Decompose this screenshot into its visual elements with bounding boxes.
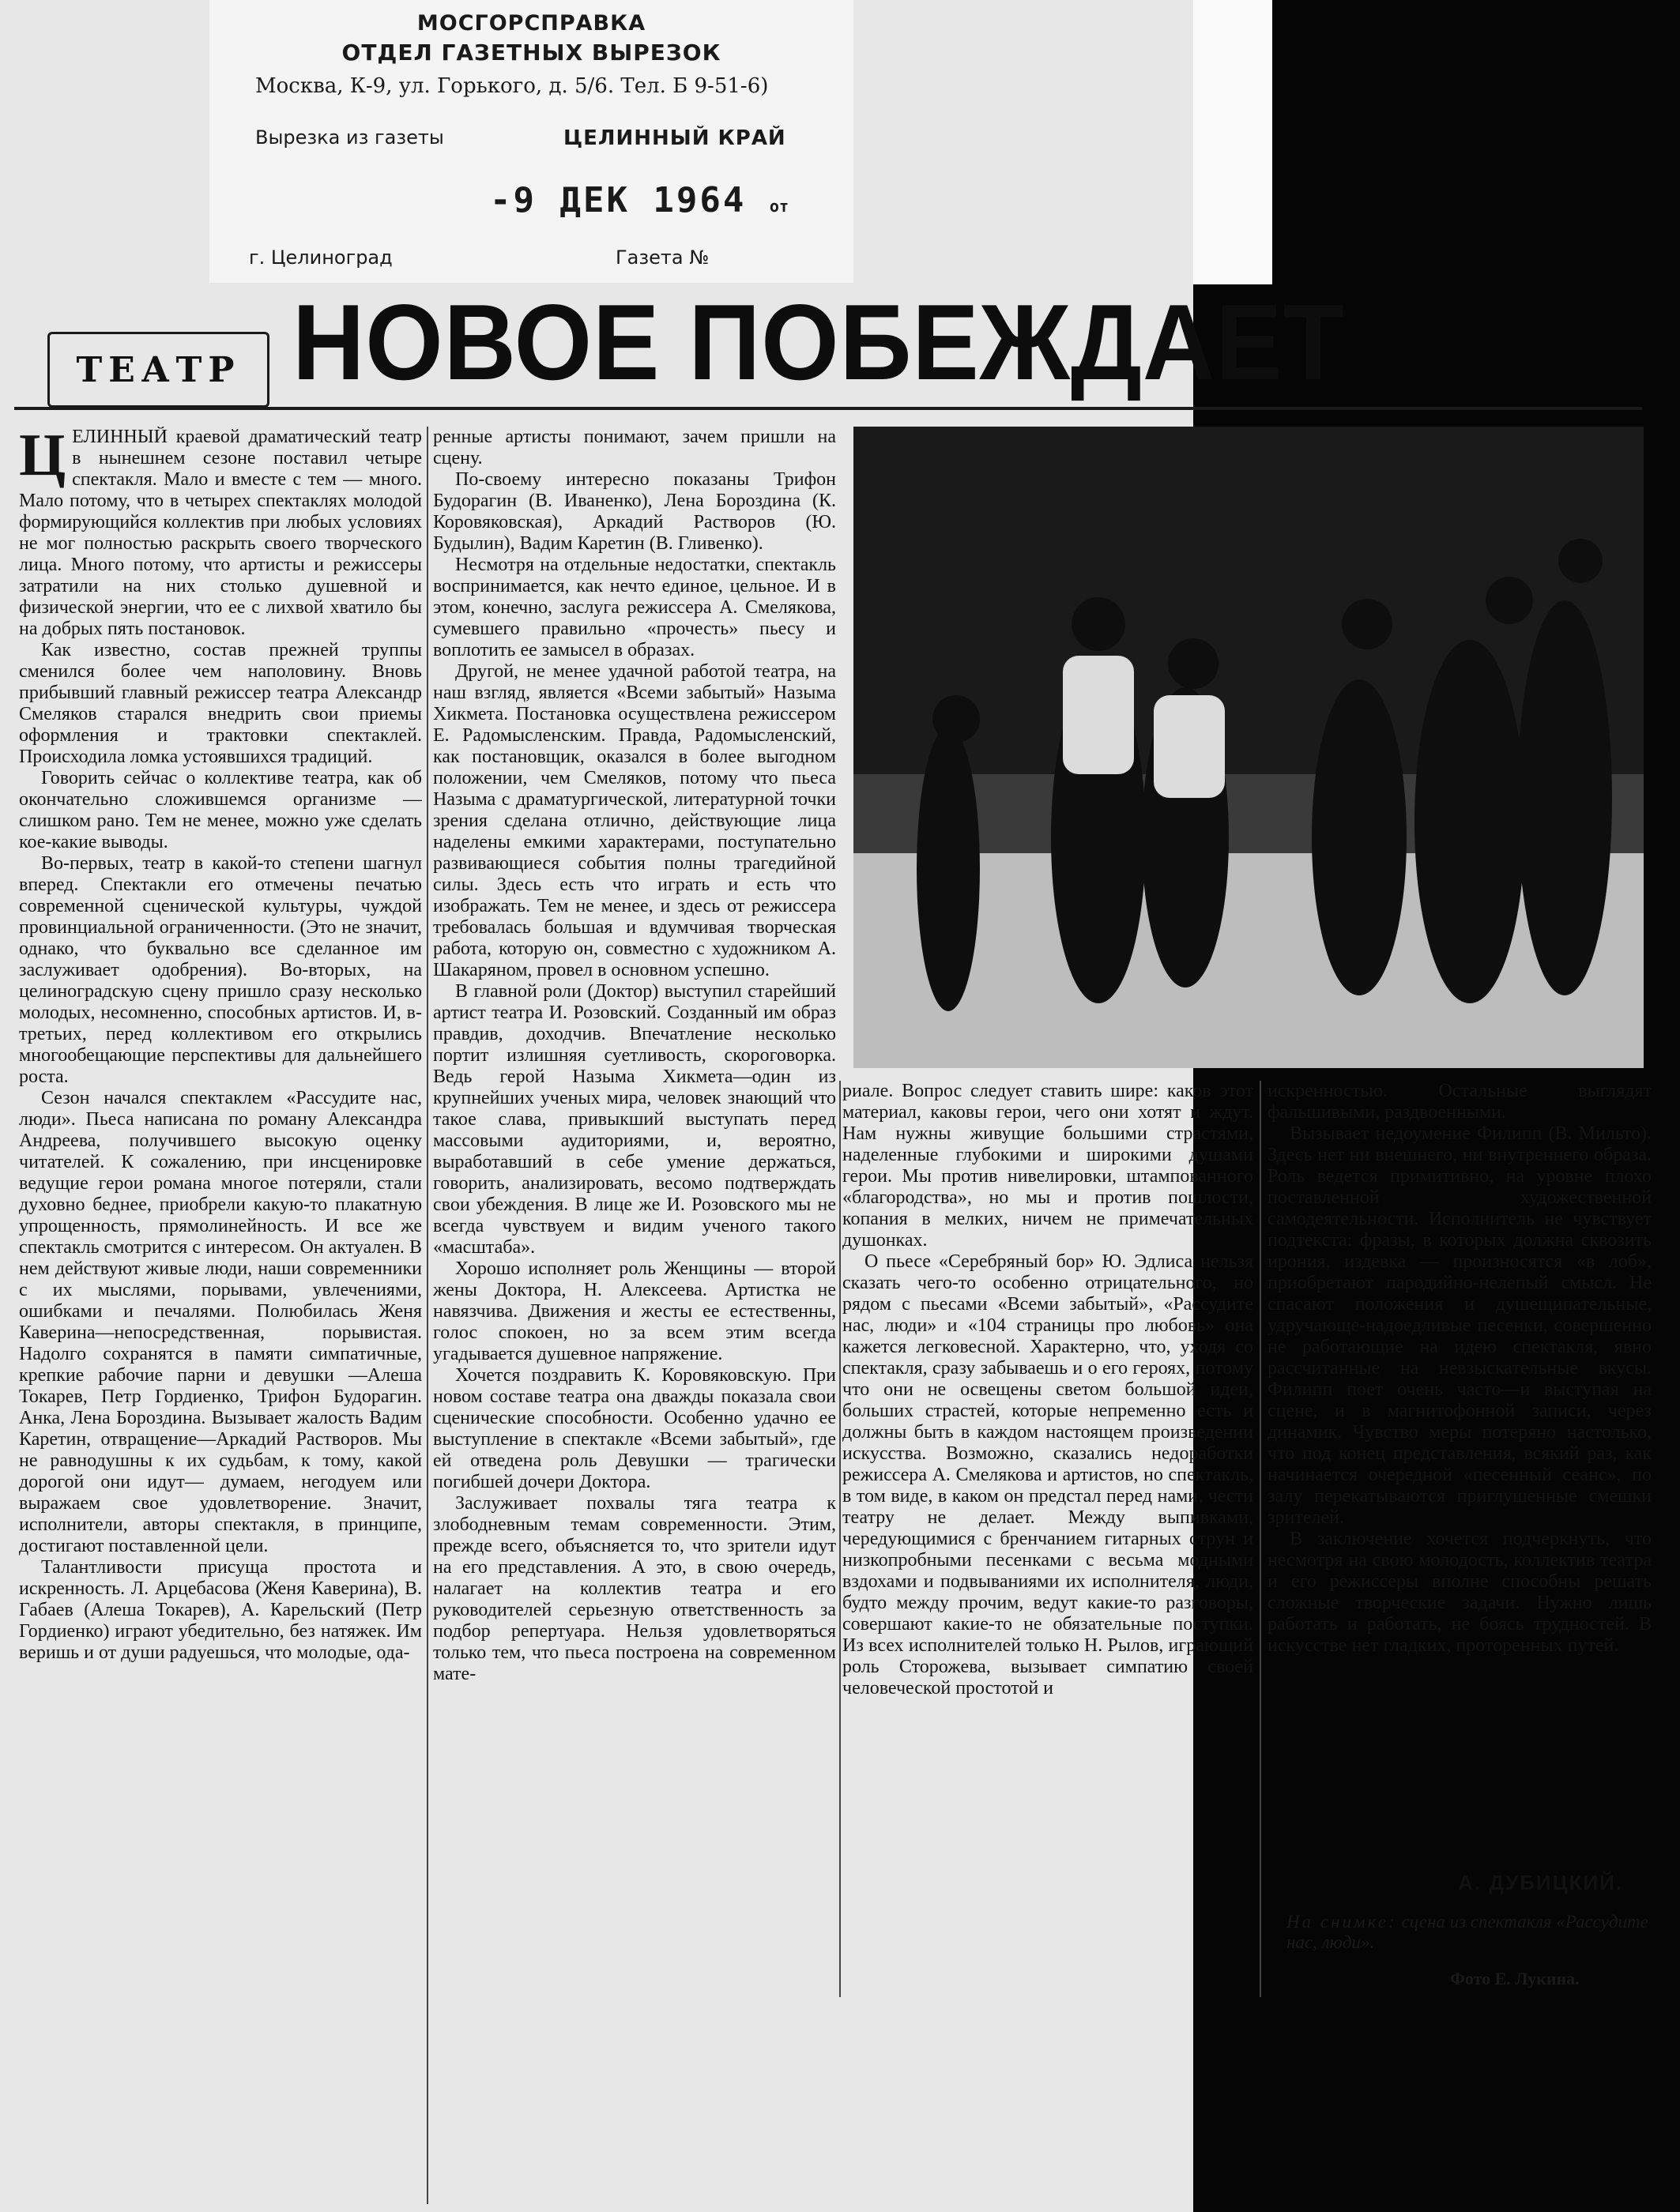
- drop-cap: Ц: [19, 427, 66, 488]
- stage-scene-image: [853, 427, 1644, 1068]
- article-paragraph: риале. Вопрос следует ставить шире: каков этот материал, каковы герои, чего они хотят и ждут. Нам нужны живущие большими страстями, наделенные глубокими и широкими душами герои. Мы против нивелировки, штампованного «благородства», но мы и против пошлости, копания в мелких, ничем не примечательных душонках.: [842, 1081, 1253, 1251]
- photo-credit: Фото Е. Лукина.: [1450, 1969, 1580, 1988]
- article-column-1: [19, 427, 422, 2204]
- article-paragraph: Хочется поздравить К. Коровяковскую. При новом составе театра она дважды показала свои сценические способности. Особенно удачно ее выступление в спектакле «Всеми забытый», где ей отведена роль Девушки — трагически погибшей дочери Доктора.: [433, 1365, 836, 1492]
- article-paragraph: Несмотря на отдельные недостатки, спектакль воспринимается, как нечто единое, цельное. И в этом, конечно, заслуга режиссера А. Смелякова, сумевшего правильно «прочесть» пьесу и воплотить ее замысел в образах.: [433, 555, 836, 660]
- article-paragraph: Хорошо исполняет роль Женщины — второй жены Доктора, Н. Алексеева. Артистка не навязчива. Движения и жесты ее естественны, голос спокоен, но за всем этим всегда угадывается душевное напряжение.: [433, 1258, 836, 1364]
- article-paragraph: Талантливости присуща простота и искренность. Л. Арцебасова (Женя Каверина), В. Габаев (Алеша Токарев), А. Карельский (Петр Гордиенко) играют убедительно, без натяжек. Им веришь и от души радуешься, что молодые, ода-: [19, 1557, 422, 1663]
- column-2-paragraphs: [433, 427, 836, 1685]
- stamp-date-from: от: [769, 197, 789, 216]
- caption-label: На снимке:: [1286, 1912, 1397, 1932]
- stamp-cut-label: Вырезка из газеты: [255, 126, 444, 149]
- article-paragraph: В главной роли (Доктор) выступил старейший артист театра И. Розовский. Созданный им образ правдив, доходчив. Впечатление несколько портит излишняя суетливость, скороговорка. Ведь герой Назыма Хикмета—один из крупнейших ученых мира, человек знающий что такое слава, привыкший выступать перед массовыми аудиториями, и, вероятно, выработавший в себе умение держаться, говорить, анализировать, весомо подтверждать свои убеждения. В лице же И. Розовского мы не всегда чувствуем и видим ученого такого «масштаба».: [433, 981, 836, 1258]
- column-3-paragraphs: [842, 1081, 1253, 1699]
- article-paragraph: ренные артисты понимают, зачем пришли на сцену.: [433, 427, 836, 468]
- headline-rule: [14, 407, 1642, 410]
- article-paragraph: Как известно, состав прежней труппы сменился более чем наполовину. Вновь прибывший главный режиссер театра Александр Смеляков старался внедрить свои приемы оформления и трактовки спектаклей. Происходила ломка устоявшихся традиций.: [19, 640, 422, 767]
- article-column-4: [1268, 1081, 1652, 1863]
- photo-caption: [1286, 1912, 1680, 1953]
- article-paragraph: В заключение хочется подчеркнуть, что несмотря на свою молодость, коллектив театра и его режиссеры вполне способны решать сложные творческие задачи. Нужно лишь работать и работать, не боясь трудностей. В искусстве нет гладких, проторенных путей.: [1268, 1529, 1652, 1656]
- stamp-department: ОТДЕЛ ГАЗЕТНЫХ ВЫРЕЗОК: [341, 40, 721, 66]
- article-paragraph: Говорить сейчас о коллективе театра, как об окончательно сложившемся организме — слишком рано. Тем не менее, можно уже сделать кое-какие выводы.: [19, 768, 422, 852]
- caption-text-start: сцена из спектакля «Рассудите нас, люди».: [1286, 1912, 1648, 1952]
- stamp-date: -9 ДЕК 1964 от: [490, 180, 789, 220]
- article-column-2: [433, 427, 836, 2204]
- article-column-3: [842, 1081, 1253, 1997]
- article-paragraph: искренностью. Остальные выглядят фальшивыми, раздвоенными.: [1268, 1081, 1652, 1123]
- article-paragraph: О пьесе «Серебряный бор» Ю. Эдлиса нельзя сказать чего-то особенно отрицательного, но рядом с пьесами «Всеми забытый», «Рассудите нас, люди» и «104 страницы про любовь» она кажется легковесной. Характерно, что, уходя со спектакля, сразу забываешь и о его героях, потому что они не освещены светом большой идеи, больших страстей, которые непременно есть и должны быть в каждом настоящем произведении искусства. Возможно, сказались недоработки режиссера А. Смелякова и артистов, но спектакль, в том виде, в каком он предстал перед нами, чести театру не делает. Между выпивками, чередующимися с бренчанием гитарных струн и низкопробными песенками с весьма модными вздохами и подвываниями их исполнителя, люди, будто между прочим, ведут какие-то разговоры, совершают какие-то не обязательные поступки. Из всех исполнителей только Н. Рылов, играющий роль Сторожева, вызывает симпатию своей человеческой простотой и: [842, 1251, 1253, 1698]
- article-paragraph: ЕЛИННЫЙ краевой драматический театр в нынешнем сезоне поставил четыре спектакля. Мало и вместе с тем — много. Мало потому, что в четырех спектаклях молодой формирующийся коллектив при любых условиях не мог полностью раскрыть своего творческого лица. Много потому, что артисты и режиссеры затратили на них столько душевной и физической энергии, что ее с лихвой хватило бы на добрых пять постановок.: [19, 427, 422, 639]
- article-paragraph: Во-первых, театр в какой-то степени шагнул вперед. Спектакли его отмечены печатью современной сценической культуры, чуждой провинциальной ограниченности. (Это не значит, однако, что буквально все сделанное им заслуживает одобрения). Во-вторых, на целиноградскую сцену пришло сразу несколько молодых, несомненно, способных артистов. И, в-третьих, перед коллективом его открылись многообещающие перспективы для дальнейшего роста.: [19, 853, 422, 1087]
- column-4-paragraphs: [1268, 1081, 1652, 1657]
- stamp-address: Москва, К-9, ул. Горького, д. 5/6. Тел. Б 9-51-6): [255, 74, 769, 98]
- article-paragraph: Другой, не менее удачной работой театра, на наш взгляд, является «Всеми забытый» Назыма Хикмета. Постановка осуществлена режиссером Е. Радомысленским. Правда, Радомысленский, как постановщик, оказался в более выгодном положении, чем Смеляков, потому что пьеса Назыма с драматургической, литературной точки зрения сделана отлично, действующие лица наделены емкими характерами, поступательно развивающиеся события полны трагедийной силы. Здесь есть что играть и есть что изображать. Тем не менее, и здесь от режиссера требовалась большая и вдумчивая творческая работа, которую он, совместно с художником А. Шакаряном, провел в основном успешно.: [433, 661, 836, 980]
- stamp-newspaper: ЦЕЛИННЫЙ КРАЙ: [563, 126, 786, 150]
- stamp-city: г. Целиноград: [249, 246, 393, 269]
- article-author: А. ДУБИЦКИЙ.: [1458, 1871, 1624, 1894]
- article-paragraph: Сезон начался спектаклем «Рассудите нас, люди». Пьеса написана по роману Александра Андреева, получившего высокую оценку читателей. К сожалению, при инсценировке ведущие герои романа многое потеряли, стали духовно беднее, приобрели какую-то плакатную упрощенность, прямолинейность. И все же спектакль смотрится с интересом. Он актуален. В нем действуют живые люди, наши современники с их мыслями, порывами, увлечениями, ошибками и печалями. Полюбилась Женя Каверина—непосредственная, порывистая. Надолго сохранятся в памяти симпатичные, крепкие рабочие парни и девушки —Алеша Токарев, Петр Гордиенко, Трифон Будорагин. Анка, Лена Бороздина. Вызывает жалость Вадим Каретин, отвращение—Аркадий Растворов. Мы не равнодушны к их судьбам, к тому, какой дорогой они идут— думаем, негодуем или выражаем свое удовлетворение. Значит, исполнители, авторы спектакля, в принципе, достигают поставленной цели.: [19, 1088, 422, 1556]
- stage-photo: [853, 427, 1644, 1068]
- article-paragraph: Заслуживает похвалы тяга театра к злободневным темам современности. Этим, прежде всего, объясняется то, что зрители идут на его представления. А это, в свою очередь, налагает на коллектив театра и его руководителей серьезную ответственность за подбор репертуара. Нельзя удовлетворяться только тем, что пьеса построена на современном мате-: [433, 1493, 836, 1684]
- article-paragraph: По-своему интересно показаны Трифон Будорагин (В. Иваненко), Лена Бороздина (К. Коровяковская), Аркадий Растворов (Ю. Будылин), Вадим Каретин (В. Гливенко).: [433, 469, 836, 554]
- stamp-issue-label: Газета №: [616, 246, 710, 269]
- column-divider: [839, 1081, 841, 1997]
- clipping-service-stamp: [209, 0, 853, 283]
- article-paragraph: Вызывает недоумение Филипп (В. Мильто). Здесь нет ни внешнего, ни внутреннего образа. Роль ведется примитивно, на уровне плохо поставленной художественной самодеятельности. Исполнитель не чувствует подтекста: фразы, в которых должна сквозить ирония, издевка — произносятся «в лоб», приобретают пародийно-нелепый смысл. Не спасают положения и душещипательные, удручающе-надоедливые песенки, совершенно не работающие на идею спектакля, явно рассчитанные на невзыскательные вкусы. Филипп поет очень часто—и выступая на сцене, и в магнитофонной записи, через динамик. Чувство меры потеряно настолько, что под конец представления, всякий раз, как начинается очередной «песенный сеанс», по залу перекатываются приглушенные смешки зрителей.: [1268, 1123, 1652, 1528]
- paper-edge: [1193, 0, 1272, 284]
- column-1-paragraphs: [19, 427, 422, 1664]
- article-headline: НОВОЕ ПОБЕЖДАЕТ: [292, 282, 1345, 402]
- column-divider: [1260, 1081, 1261, 1997]
- column-divider: [427, 427, 428, 2204]
- stamp-agency: МОСГОРСПРАВКА: [416, 11, 646, 36]
- rubric-box: ТЕАТР: [47, 332, 269, 408]
